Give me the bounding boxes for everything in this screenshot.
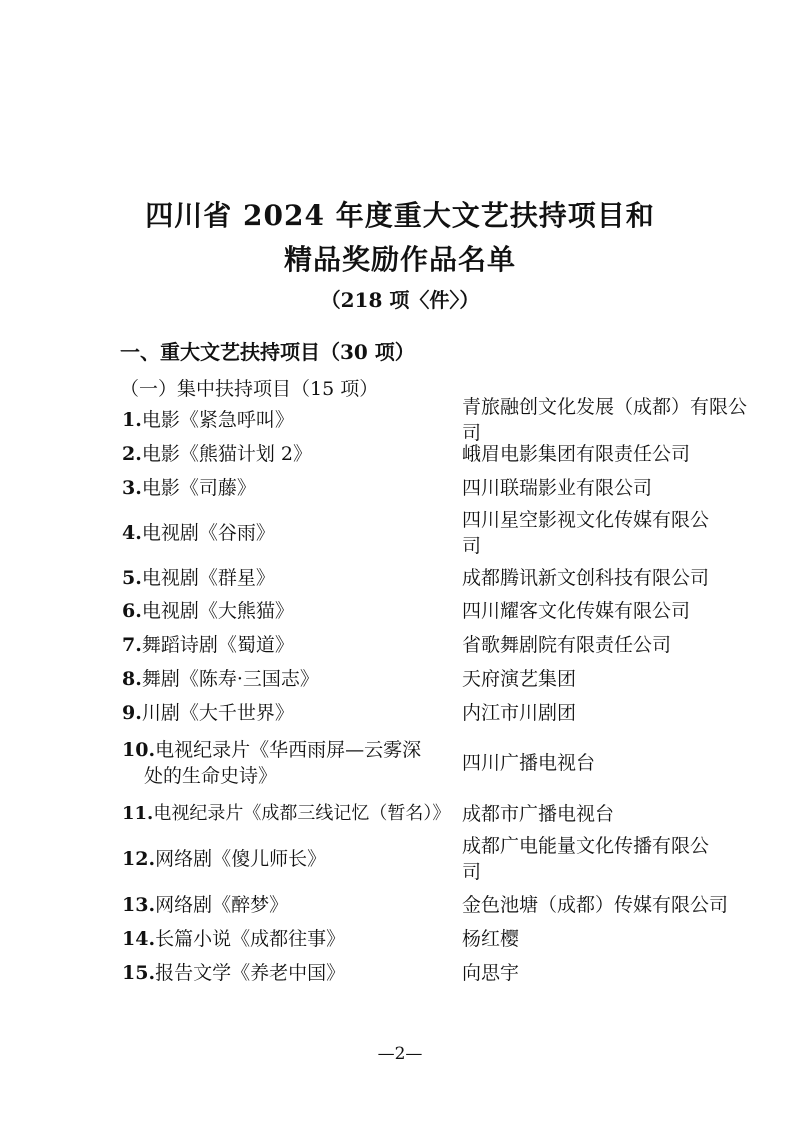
list-item — [0, 506, 800, 560]
item-number: 9. — [122, 702, 142, 724]
item-org-line2: 司 — [462, 861, 482, 883]
item-org-line2: 司 — [462, 535, 482, 557]
item-org: 青旅融创文化发展（成都）有限公司 — [462, 396, 748, 444]
item-work: 长篇小说《成都往事》 — [155, 928, 346, 950]
item-number: 8. — [122, 668, 142, 690]
item-work: 网络剧《醉梦》 — [155, 894, 289, 916]
item-org: 峨眉电影集团有限责任公司 — [462, 443, 691, 465]
list-item — [0, 631, 800, 659]
list-item — [0, 959, 800, 987]
item-number: 12. — [122, 848, 156, 870]
item-work-line2: 处的生命史诗》 — [144, 765, 278, 787]
subsection-heading: （一）集中扶持项目（15 项） — [120, 378, 379, 400]
item-work: 电视剧《群星》 — [141, 567, 275, 589]
item-number: 6. — [122, 600, 142, 622]
item-work: 电视纪录片《成都三线记忆（暂名）》 — [153, 803, 451, 824]
page-title-line1: 四川省 2024 年度重大文艺扶持项目和 — [145, 199, 655, 232]
item-org: 四川联瑞影业有限公司 — [462, 477, 653, 499]
item-work: 电视剧《谷雨》 — [141, 522, 275, 544]
item-org: 四川广播电视台 — [462, 752, 596, 774]
page-number: —2— — [377, 1044, 423, 1064]
list-item — [0, 396, 800, 444]
item-number: 13. — [122, 894, 156, 916]
list-item — [0, 665, 800, 693]
section-heading: 一、重大文艺扶持项目（30 项） — [120, 340, 415, 364]
item-number: 1. — [122, 409, 142, 431]
item-org: 杨红樱 — [462, 928, 520, 950]
item-work: 舞剧《陈寿·三国志》 — [141, 668, 319, 690]
list-item — [0, 440, 800, 468]
item-work-line1: 电视纪录片《华西雨屏—云雾深 — [155, 739, 422, 761]
item-org: 成都腾讯新文创科技有限公司 — [462, 567, 710, 589]
item-work: 网络剧《傻儿师长》 — [155, 848, 327, 870]
item-work: 电视剧《大熊猫》 — [141, 600, 294, 622]
item-org-line1: 成都广电能量文化传播有限公 — [462, 835, 710, 857]
page-title-line2: 精品奖励作品名单 — [283, 243, 516, 276]
item-number: 5. — [122, 567, 142, 589]
list-item — [0, 736, 800, 790]
item-number: 4. — [122, 522, 142, 544]
item-count: （218 项〈件〉） — [320, 288, 480, 312]
item-work: 电影《司藤》 — [141, 477, 256, 499]
item-work: 电影《熊猫计划 2》 — [141, 443, 312, 465]
list-item — [0, 832, 800, 886]
list-item — [0, 800, 800, 828]
item-number: 10. — [122, 739, 156, 761]
list-item — [0, 699, 800, 727]
item-number: 15. — [122, 962, 156, 984]
item-org: 省歌舞剧院有限责任公司 — [462, 634, 672, 656]
item-org: 内江市川剧团 — [462, 702, 577, 724]
item-number: 11. — [122, 803, 154, 824]
list-item — [0, 891, 800, 919]
list-item — [0, 564, 800, 592]
item-work: 电影《紧急呼叫》 — [141, 409, 294, 431]
item-number: 14. — [122, 928, 156, 950]
item-org: 天府演艺集团 — [462, 668, 577, 690]
item-org: 向思宇 — [462, 962, 520, 984]
item-org: 成都市广播电视台 — [462, 803, 615, 825]
list-item — [0, 597, 800, 625]
list-item — [0, 474, 800, 502]
item-work: 报告文学《养老中国》 — [155, 962, 346, 984]
item-work: 川剧《大千世界》 — [141, 702, 294, 724]
item-org: 金色池塘（成都）传媒有限公司 — [462, 894, 729, 916]
item-org: 四川耀客文化传媒有限公司 — [462, 600, 691, 622]
item-number: 7. — [122, 634, 142, 656]
item-org-line1: 四川星空影视文化传媒有限公 — [462, 509, 710, 531]
item-number: 2. — [122, 443, 142, 465]
list-item — [0, 925, 800, 953]
item-work: 舞蹈诗剧《蜀道》 — [141, 634, 294, 656]
item-number: 3. — [122, 477, 142, 499]
